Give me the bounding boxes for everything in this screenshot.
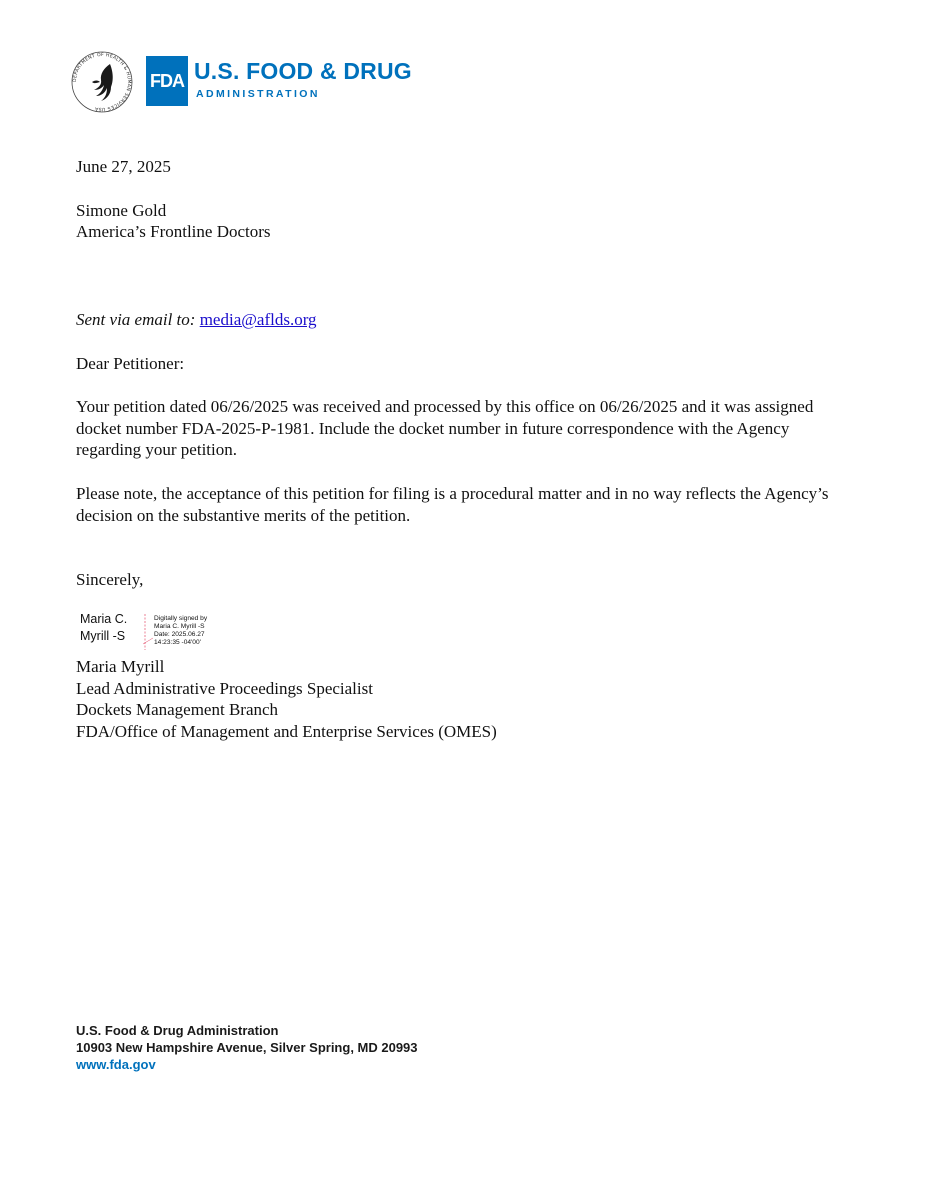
- signatory-branch: Dockets Management Branch: [76, 700, 279, 719]
- fda-badge-text: FDA: [150, 70, 184, 91]
- agency-subname: ADMINISTRATION: [196, 88, 320, 100]
- signatory-title: Lead Administrative Proceedings Specialist: [76, 679, 373, 698]
- sig-detail-line-3: Date: 2025.06.27: [154, 631, 205, 638]
- sig-detail-line-4: 14:23:35 -04'00': [154, 639, 201, 646]
- sent-via-line: [76, 309, 317, 330]
- agency-name: U.S. FOOD & DRUG: [194, 58, 412, 84]
- email-link[interactable]: media@aflds.org: [199, 310, 317, 329]
- body-paragraph-2: Please note, the acceptance of this petition for filing is a procedural matter and in no way reflects the Agency’s decision on the substantive merits of the petition.: [76, 484, 829, 525]
- digital-signature-name: [80, 611, 127, 645]
- signatory-office: FDA/Office of Management and Enterprise Services (OMES): [76, 722, 497, 741]
- letter-date: June 27, 2025: [76, 157, 171, 176]
- digital-signature-details: [154, 615, 207, 647]
- fda-badge: [146, 56, 188, 106]
- sig-name-line-2: Myrill -S: [80, 629, 126, 643]
- sig-detail-line-2: Maria C. Myrill -S: [154, 623, 205, 630]
- sig-detail-line-1: Digitally signed by: [154, 615, 208, 622]
- sent-via-label: Sent via email to:: [76, 310, 196, 329]
- seal-text: DEPARTMENT OF HEALTH & HUMAN SERVICES USA: [72, 52, 132, 112]
- closing: Sincerely,: [76, 570, 144, 589]
- footer-agency: U.S. Food & Drug Administration: [76, 1023, 279, 1038]
- recipient-org: America’s Frontline Doctors: [76, 222, 271, 241]
- hhs-seal-logo: [70, 50, 134, 114]
- signatory-name: Maria Myrill: [76, 657, 165, 676]
- footer-website-link[interactable]: www.fda.gov: [76, 1057, 156, 1072]
- salutation: Dear Petitioner:: [76, 354, 185, 373]
- sig-name-line-1: Maria C.: [80, 612, 128, 626]
- body-paragraph-1: Your petition dated 06/26/2025 was received and processed by this office on 06/26/2025 and it was assigned docket number FDA-2025-P-1981. Include the docket number in future correspondence with the Agency regarding your petition.: [76, 397, 814, 459]
- footer-address: 10903 New Hampshire Avenue, Silver Spring, MD 20993: [76, 1040, 418, 1055]
- recipient-name: Simone Gold: [76, 201, 167, 220]
